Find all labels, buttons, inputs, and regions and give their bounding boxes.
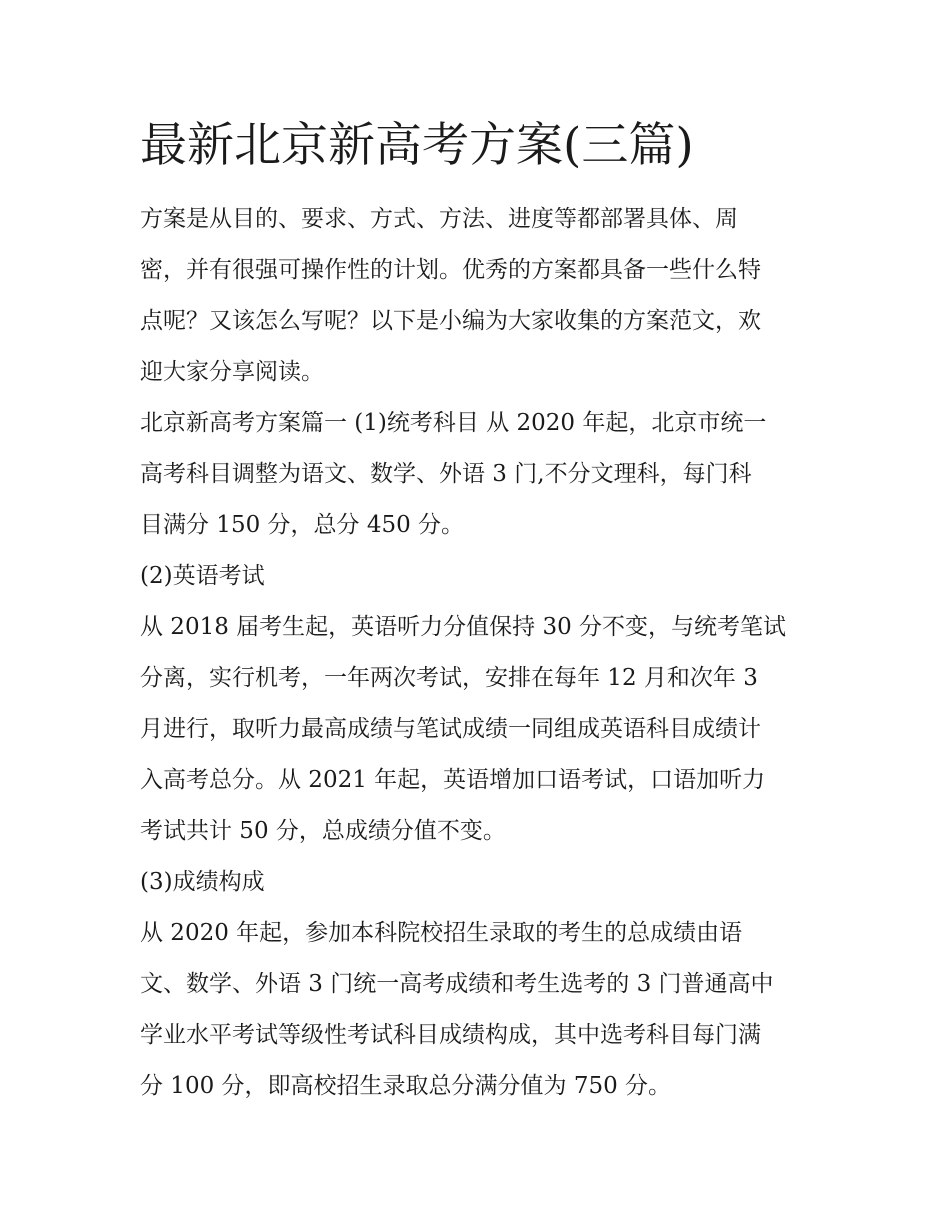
text-line: 学业水平考试等级性考试科目成绩构成，其中选考科目每门满 (140, 1022, 761, 1048)
text-line: 分离，实行机考，一年两次考试，安排在每年 12 月和次年 3 (140, 665, 758, 691)
text-line: 密，并有很强可操作性的计划。优秀的方案都具备一些什么特 (140, 257, 761, 283)
text-line: 迎大家分享阅读。 (140, 359, 324, 385)
document-title: 最新北京新高考方案(三篇) (140, 118, 694, 173)
text-line: 北京新高考方案篇一 (1)统考科目 从 2020 年起，北京市统一 (140, 410, 767, 436)
document-page (140, 112, 820, 1112)
text-line: 文、数学、外语 3 门统一高考成绩和考生选考的 3 门普通高中 (140, 971, 774, 997)
text-line: 目满分 150 分，总分 450 分。 (140, 512, 465, 538)
text-line: 入高考总分。从 2021 年起，英语增加口语考试，口语加听力 (140, 767, 766, 793)
text-line: 月进行，取听力最高成绩与笔试成绩一同组成英语科目成绩计 (140, 716, 761, 742)
text-line: 从 2018 届考生起，英语听力分值保持 30 分不变，与统考笔试 (140, 614, 787, 640)
text-line: 高考科目调整为语文、数学、外语 3 门,不分文理科，每门科 (140, 461, 752, 487)
text-line: 考试共计 50 分，总成绩分值不变。 (140, 818, 506, 844)
section-1-paragraph (140, 398, 820, 551)
section-3-heading (140, 857, 820, 908)
text-line: 从 2020 年起，参加本科院校招生录取的考生的总成绩由语 (140, 920, 743, 946)
text-line: 点呢？又该怎么写呢？以下是小编为大家收集的方案范文，欢 (140, 308, 761, 334)
section-3-paragraph (140, 908, 820, 1112)
section-2-heading (140, 551, 820, 602)
heading-line: (3)成绩构成 (140, 869, 265, 895)
intro-paragraph (140, 194, 820, 398)
heading-line: (2)英语考试 (140, 563, 265, 589)
section-2-paragraph (140, 602, 820, 857)
text-line: 分 100 分，即高校招生录取总分满分值为 750 分。 (140, 1073, 672, 1099)
text-line: 方案是从目的、要求、方式、方法、进度等都部署具体、周 (140, 206, 738, 232)
